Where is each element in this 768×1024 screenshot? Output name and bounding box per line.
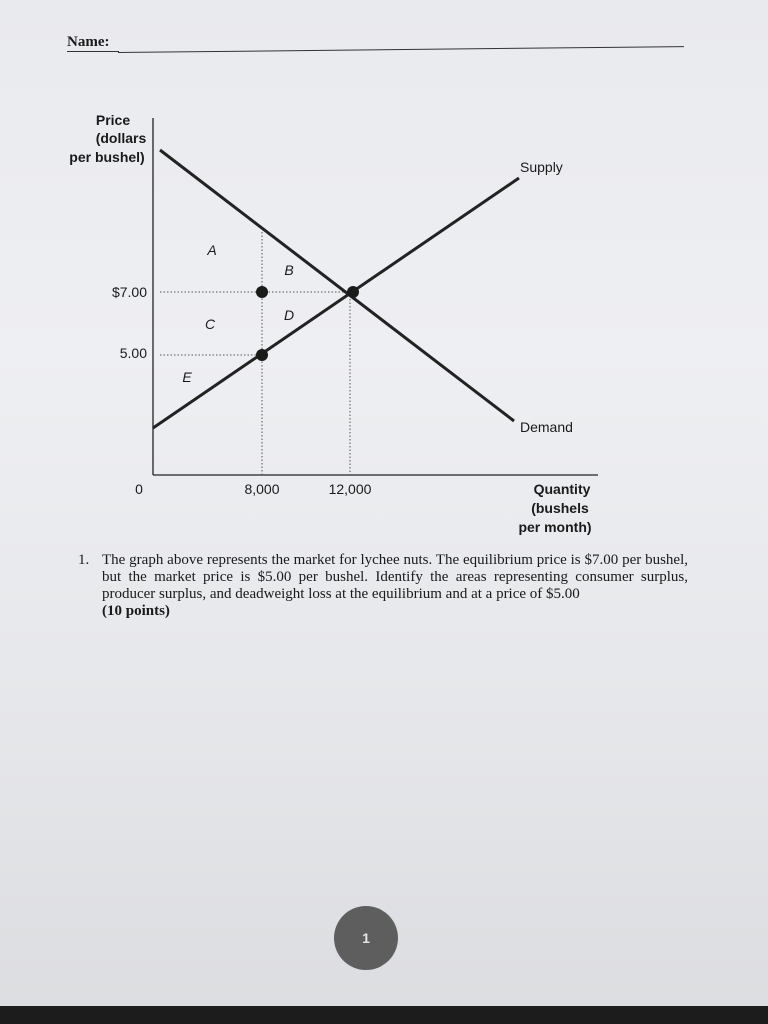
area-label-b: B xyxy=(284,262,294,278)
x-tick-12000: 12,000 xyxy=(328,481,372,497)
y-axis-label-line1: Price xyxy=(95,112,131,128)
supply-label: Supply xyxy=(520,159,563,175)
area-label-a: A xyxy=(207,242,217,258)
table-surface xyxy=(0,1006,768,1024)
question-points: (10 points) xyxy=(102,603,170,619)
area-label-d: D xyxy=(283,307,295,323)
y-axis-label-line3: per bushel) xyxy=(69,149,145,165)
demand-curve xyxy=(160,150,514,421)
y-axis-label-line2: (dollars xyxy=(95,130,147,146)
equilibrium-point xyxy=(347,286,359,298)
question-number: 1. xyxy=(78,552,90,568)
area-label-e: E xyxy=(182,369,192,385)
x-axis-label-line3: per month) xyxy=(518,519,592,535)
name-label: Name: xyxy=(67,34,110,50)
supply-point-at-5 xyxy=(256,349,268,361)
demand-label: Demand xyxy=(520,419,573,435)
question-text: The graph above represents the market for lychee nuts. The equilibrium price is $7.00 per bushel, but the market price is $5.00 per bushel. Identify the areas representing consumer surplus, producer surplus, and deadweight loss at the equilibrium and at a price of $5.00 xyxy=(102,552,688,602)
y-tick-7: $7.00 xyxy=(111,284,147,300)
y-tick-5: 5.00 xyxy=(119,345,147,361)
area-label-c: C xyxy=(204,316,216,332)
x-axis-label-line2: (bushels xyxy=(531,500,589,516)
question-text-block xyxy=(102,552,688,620)
x-axis-label-line1: Quantity xyxy=(533,481,591,497)
supply-curve xyxy=(153,178,519,428)
x-tick-0: 0 xyxy=(135,481,143,497)
x-tick-8000: 8,000 xyxy=(244,481,280,497)
page-number-badge: 1 xyxy=(334,906,398,970)
demand-point-at-5 xyxy=(256,286,268,298)
